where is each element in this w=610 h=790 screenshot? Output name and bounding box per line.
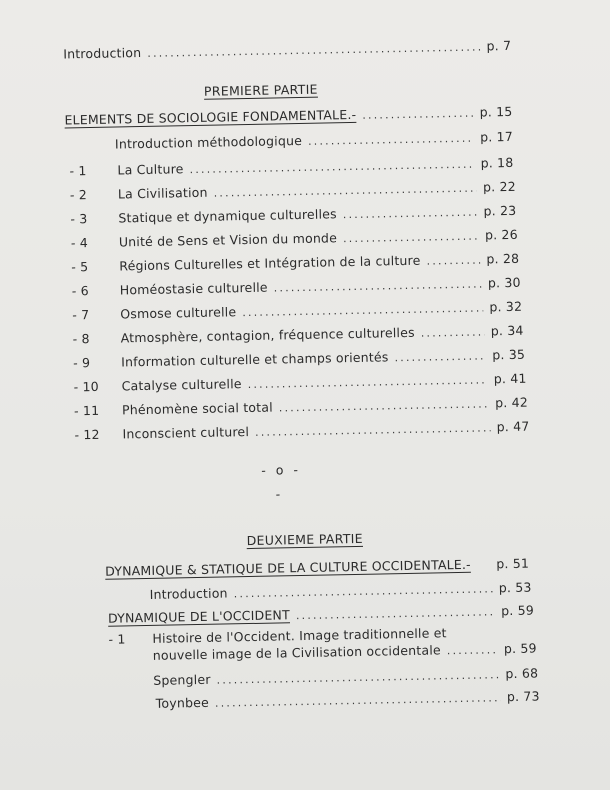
toc-entry-introduction xyxy=(63,38,511,62)
page-number: p. 47 xyxy=(496,418,530,435)
leader-dots xyxy=(215,691,501,709)
entry-number: - 4 xyxy=(70,235,89,251)
entry-number: - 9 xyxy=(73,355,91,371)
entry-number: - 11 xyxy=(73,402,100,419)
entry-label: Introduction méthodologique xyxy=(114,132,303,152)
leader-dots xyxy=(234,582,493,600)
page-number: p. 15 xyxy=(479,103,513,120)
page-number: p. 7 xyxy=(486,37,512,54)
page-number: p. 41 xyxy=(493,370,527,387)
toc-entry xyxy=(74,395,528,419)
entry-label: Inconscient culturel xyxy=(122,424,250,442)
separator-dash: - xyxy=(275,486,284,502)
entry-label: DYNAMIQUE DE L'OCCIDENT xyxy=(107,607,290,626)
entry-number: - 8 xyxy=(72,331,90,347)
leader-dots xyxy=(242,301,483,319)
entry-label: Atmosphère, contagion, fréquence culturelles xyxy=(120,324,415,346)
entry-label: Homéostasie culturelle xyxy=(119,279,268,298)
toc-entry xyxy=(73,323,524,347)
entry-label: Phénomène social total xyxy=(121,399,273,418)
entry-label: DYNAMIQUE & STATIQUE DE LA CULTURE OCCIDENTALE.- xyxy=(105,556,471,579)
entry-number: - 2 xyxy=(69,187,88,203)
leader-dots xyxy=(308,132,474,148)
page-number: p. 35 xyxy=(492,346,526,363)
leader-dots xyxy=(255,421,491,439)
toc-entry-section xyxy=(64,104,512,128)
entry-number: - 6 xyxy=(71,283,89,299)
toc-entry xyxy=(74,419,529,443)
leader-dots xyxy=(421,325,485,339)
entry-number: - 7 xyxy=(72,307,90,323)
entry-label: nouvelle image de la Civilisation occidentale xyxy=(152,642,441,663)
entry-number: - 12 xyxy=(74,426,100,443)
leader-dots xyxy=(274,278,482,295)
leader-dots xyxy=(189,158,474,176)
toc-entry xyxy=(69,155,513,179)
page-number: p. 30 xyxy=(487,274,521,291)
toc-entry xyxy=(71,227,518,251)
entry-label: Catalyse culturelle xyxy=(121,376,242,394)
toc-entry xyxy=(72,299,522,323)
page-number: p. 32 xyxy=(489,298,523,315)
page-number: p. 34 xyxy=(490,322,524,339)
toc-entry xyxy=(70,179,516,203)
toc-entry-spengler xyxy=(153,665,538,687)
page-number: p. 17 xyxy=(479,128,514,145)
page-number: p. 53 xyxy=(498,579,532,596)
leader-dots xyxy=(343,206,478,222)
leader-dots xyxy=(248,373,488,391)
page-number: p. 68 xyxy=(505,665,539,682)
entry-number: - 1 xyxy=(108,631,126,647)
entry-label: Statique et dynamique culturelles xyxy=(118,206,337,226)
toc-entry-subsection xyxy=(108,603,534,626)
section-separator: - o - xyxy=(261,462,302,478)
entry-label: Unité de Sens et Vision du monde xyxy=(118,230,338,250)
entry-label: Introduction xyxy=(63,45,142,62)
entry-label: Régions Culturelles et Intégration de la culture xyxy=(119,252,421,274)
leader-dots xyxy=(394,349,486,364)
toc-entry xyxy=(70,203,516,227)
part-one-heading: PREMIERE PARTIE xyxy=(203,81,318,99)
entry-number: - 1 xyxy=(69,163,87,179)
entry-number: - 10 xyxy=(73,378,99,395)
leader-dots xyxy=(426,254,480,268)
toc-entry xyxy=(73,347,525,371)
entry-label: La Civilisation xyxy=(117,184,208,202)
leader-dots xyxy=(447,643,498,657)
page-number: p. 51 xyxy=(496,555,530,572)
page-number: p. 42 xyxy=(495,394,529,411)
page-number: p. 22 xyxy=(482,178,517,195)
entry-label: Spengler xyxy=(153,671,211,688)
entry-label: La Culture xyxy=(117,161,184,178)
page-number: p. 18 xyxy=(480,154,514,171)
leader-dots xyxy=(279,397,490,414)
entry-label: Introduction xyxy=(149,585,228,602)
leader-dots xyxy=(214,182,478,200)
toc-entry-toynbee xyxy=(156,688,540,710)
entry-label: Osmose culturelle xyxy=(120,304,237,322)
page-number: p. 26 xyxy=(484,226,518,243)
leader-dots xyxy=(362,107,474,122)
toc-entry-section xyxy=(105,556,529,579)
page-number: p. 28 xyxy=(486,250,520,267)
leader-dots xyxy=(296,605,496,622)
leader-dots xyxy=(216,668,499,686)
toc-entry xyxy=(72,275,521,299)
page-number: p. 59 xyxy=(501,602,535,619)
leader-dots xyxy=(343,230,479,246)
entry-label: ELEMENTS DE SOCIOLOGIE FONDAMENTALE.- xyxy=(64,106,357,128)
toc-entry-intro xyxy=(149,580,531,602)
page-number: p. 73 xyxy=(506,688,540,705)
entry-label: Toynbee xyxy=(155,694,210,711)
entry-label: Information culturelle et champs orientés xyxy=(121,349,389,370)
toc-entry xyxy=(73,371,526,395)
leader-dots xyxy=(147,40,480,59)
toc-entry xyxy=(71,251,519,275)
part-two-heading: DEUXIEME PARTIE xyxy=(246,530,363,549)
entry-number: - 3 xyxy=(70,211,88,227)
entry-label: Histoire de l'Occident. Image traditionnelle et xyxy=(152,625,447,646)
page-number: p. 23 xyxy=(483,202,517,219)
toc-entry-intro-method xyxy=(115,129,513,152)
entry-number: - 5 xyxy=(71,259,89,275)
page-number: p. 59 xyxy=(503,640,537,657)
